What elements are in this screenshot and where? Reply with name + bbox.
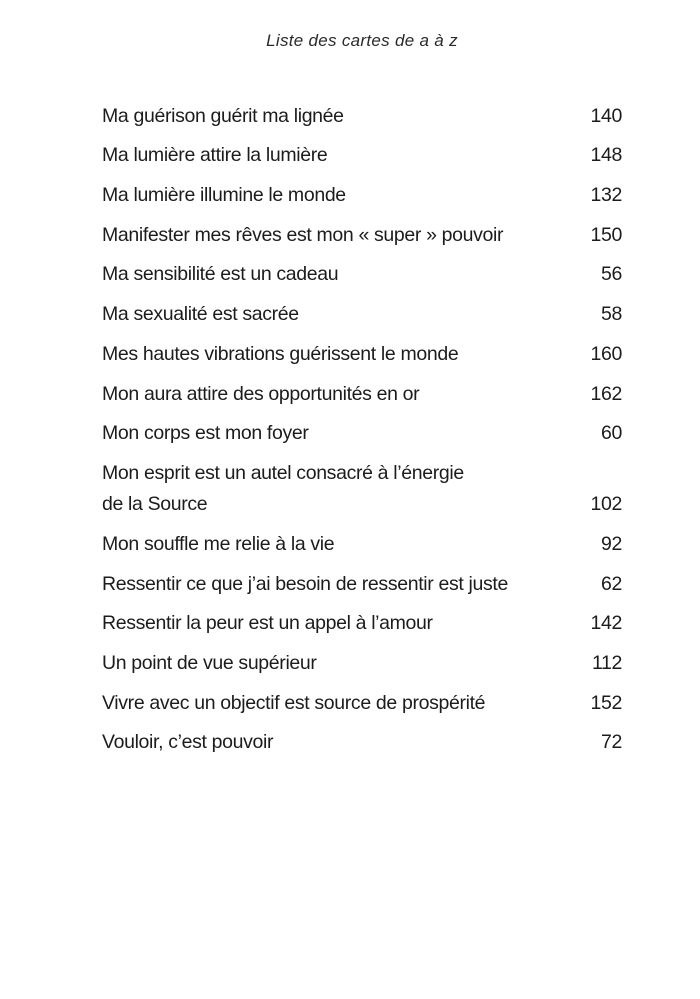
entry-page-number: 152 <box>590 691 622 714</box>
entry-title <box>102 339 591 372</box>
index-entry <box>102 292 622 332</box>
entry-title-line: Mon souffle me relie à la vie <box>102 532 335 555</box>
index-entry <box>102 412 622 452</box>
entry-title <box>102 608 591 641</box>
entry-title-line: de la Source <box>102 493 208 516</box>
entry-title <box>102 180 591 213</box>
index-entry <box>102 451 622 522</box>
entry-title-line: Ma lumière attire la lumière <box>102 144 328 167</box>
entry-page-number: 140 <box>590 104 622 127</box>
index-entry <box>102 641 622 681</box>
entry-title <box>102 648 592 681</box>
entry-title-line: Vouloir, c’est pouvoir <box>102 731 274 754</box>
entry-page-number: 56 <box>601 263 622 286</box>
entry-page-number: 62 <box>601 572 622 595</box>
entry-title <box>102 259 601 292</box>
entry-title-line: Ma sensibilité est un cadeau <box>102 263 339 286</box>
entry-page-number: 148 <box>590 144 622 167</box>
entry-title-line: Mon aura attire des opportunités en or <box>102 382 420 405</box>
entry-title <box>102 101 591 134</box>
entry-page-number: 160 <box>590 342 622 365</box>
entry-title <box>102 220 591 253</box>
entry-title-line: Ma lumière illumine le monde <box>102 184 346 207</box>
entry-title <box>102 140 591 173</box>
entry-title-line: Manifester mes rêves est mon « super » pouvoir <box>102 223 504 246</box>
entry-page-number: 142 <box>590 612 622 635</box>
entry-page-number: 58 <box>601 303 622 326</box>
index-entry <box>102 602 622 642</box>
index-entry <box>102 213 622 253</box>
index-entry <box>102 173 622 213</box>
entry-page-number: 72 <box>601 731 622 754</box>
entry-title <box>102 299 601 332</box>
entry-page-number: 60 <box>601 422 622 445</box>
entry-title <box>102 379 591 412</box>
index-entry <box>102 253 622 293</box>
entry-title-line: Ressentir ce que j’ai besoin de ressentir est juste <box>102 572 508 595</box>
entry-page-number: 162 <box>590 382 622 405</box>
index-entry <box>102 721 622 761</box>
index-entry <box>102 562 622 602</box>
entry-title-line: Mon esprit est un autel consacré à l’énergie <box>102 462 464 485</box>
entry-title-line: Ma guérison guérit ma lignée <box>102 104 344 127</box>
entry-title-line: Vivre avec un objectif est source de prospérité <box>102 691 486 714</box>
entry-title-line: Ma sexualité est sacrée <box>102 303 299 326</box>
index-entry <box>102 522 622 562</box>
entry-title <box>102 529 601 562</box>
entry-page-number: 92 <box>601 532 622 555</box>
entry-page-number: 132 <box>590 184 622 207</box>
entry-title <box>102 688 591 721</box>
entry-title <box>102 418 601 451</box>
entry-title-line: Mon corps est mon foyer <box>102 422 309 445</box>
entry-title <box>102 569 601 602</box>
entry-title-line: Ressentir la peur est un appel à l’amour <box>102 612 433 635</box>
index-entry <box>102 332 622 372</box>
entry-page-number: 150 <box>590 223 622 246</box>
entry-page-number: 102 <box>590 493 622 516</box>
index-entry <box>102 94 622 134</box>
running-header: Liste des cartes de a à z <box>266 31 458 50</box>
entry-title <box>102 458 591 522</box>
entry-page-number: 112 <box>591 651 622 674</box>
card-index-list <box>102 94 622 760</box>
index-entry <box>102 372 622 412</box>
entry-title-line: Un point de vue supérieur <box>102 651 317 674</box>
entry-title-line: Mes hautes vibrations guérissent le monde <box>102 342 459 365</box>
index-entry <box>102 681 622 721</box>
entry-title <box>102 727 601 760</box>
index-entry <box>102 134 622 174</box>
